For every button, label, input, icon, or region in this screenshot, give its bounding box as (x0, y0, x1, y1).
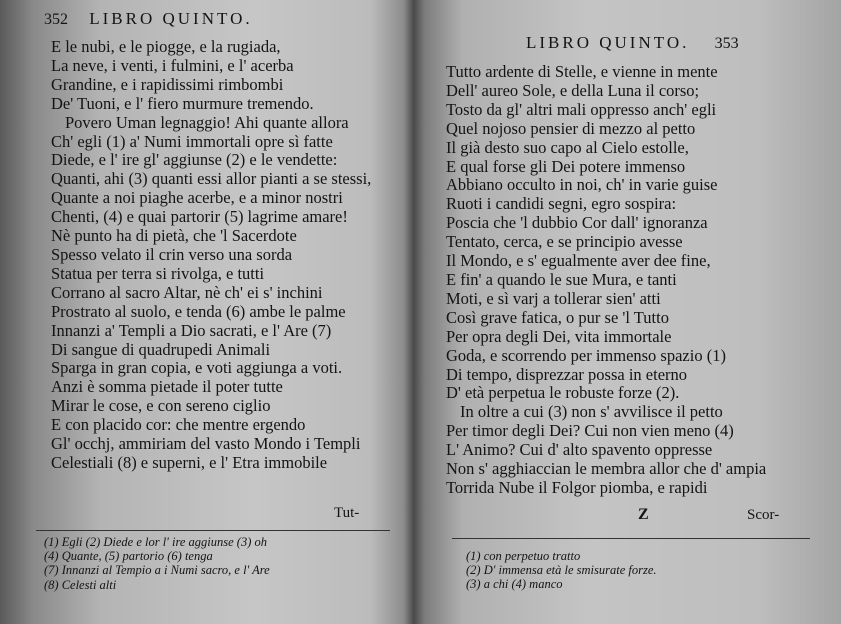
verse-line: Gl' occhj, ammiriam del vasto Mondo i Templi (51, 434, 361, 454)
verse-line: Corrano al sacro Altar, nè ch' ei s' inchini (51, 282, 323, 302)
verse-line: Quanti, ahi (3) quanti essi allor pianti a se stessi, (51, 169, 372, 189)
verse-line: Anzi è somma pietade il poter tutte (51, 377, 283, 397)
verse-line: Moti, e sì varj a tollerar sien' atti (446, 288, 661, 308)
verse-line: Sparga in gran copia, e voti aggiunga a voti. (51, 358, 343, 378)
right-page-number: 353 (714, 35, 739, 52)
verse-line: Per opra degli Dei, vita immortale (446, 326, 672, 346)
verse-line: Ch' egli (1) a' Numi immortali opre sì fatte (51, 131, 333, 151)
verse-line: Tentato, cerca, e se principio avesse (446, 232, 683, 252)
right-page-header (526, 33, 739, 53)
verse-line: D' età perpetua le robuste forze (2). (446, 383, 680, 403)
verse-line: Diede, e l' ire gl' aggiunse (2) e le vendette: (51, 150, 338, 170)
footnote-line: (4) Quante, (5) partorio (6) tenga (44, 549, 213, 564)
verse-line: Spesso velato il crin verso una sorda (51, 244, 293, 264)
verse-line: Per timor degli Dei? Cui non vien meno (4) (446, 421, 734, 441)
verse-line: Non s' agghiaccian le membra allor che d' ampia (446, 459, 767, 479)
verse-line: Di tempo, disprezzar possa in eterno (446, 364, 688, 384)
verse-line: Celestiali (8) e superni, e l' Etra immobile (51, 452, 328, 472)
left-footnotes (44, 535, 394, 592)
verse-line: Poscia che 'l dubbio Cor dall' ignoranza (446, 213, 708, 233)
verse-line: Il già desto suo capo al Cielo estolle, (446, 137, 689, 157)
verse-line: E fin' a quando le sue Mura, e tanti (446, 269, 677, 289)
verse-line: Quel nojoso pensier di mezzo al petto (446, 118, 696, 138)
left-page-header (44, 9, 253, 29)
right-verse-block (446, 63, 831, 498)
right-running-head: LIBRO QUINTO. (526, 33, 690, 52)
verse-line: Tosto da gl' altri mali oppresso anch' egli (446, 99, 717, 119)
footnote-line: (8) Celesti alti (44, 577, 117, 592)
verse-line: Prostrato al suolo, e tenda (6) ambe le palme (51, 301, 346, 321)
verse-line: Grandine, e i rapidissimi rimbombi (51, 74, 284, 94)
signature-mark: Z (638, 506, 649, 523)
verse-line: La neve, i venti, i fulmini, e l' acerba (51, 55, 294, 75)
verse-line: Torrida Nube il Folgor piomba, e rapidi (446, 477, 708, 497)
verse-line: E con placido cor: che mentre ergendo (51, 415, 306, 435)
footnote-line: (1) Egli (2) Diede e lor l' ire aggiunse (3) oh (44, 535, 267, 549)
left-footnote-rule (36, 530, 390, 531)
left-page-number: 352 (44, 11, 68, 28)
verse-line: Chenti, (4) e quai partorir (5) lagrime amare! (51, 207, 348, 227)
left-catchword: Tut- (334, 505, 360, 521)
left-verse-block (51, 38, 403, 473)
verse-line: De' Tuoni, e l' fiero murmure tremendo. (51, 93, 314, 113)
verse-line: In oltre a cui (3) non s' avvilisce il petto (460, 402, 723, 422)
footnote-line: (2) D' immensa età le smisurate forze. (466, 563, 657, 578)
verse-line: Mirar le cose, e con sereno ciglio (51, 396, 271, 416)
right-page (412, 0, 841, 624)
verse-line: Abbiano occulto in noi, ch' in varie guise (446, 175, 718, 195)
verse-line: Nè punto ha di pietà, che 'l Sacerdote (51, 226, 297, 246)
verse-line: Statua per terra si rivolga, e tutti (51, 263, 265, 283)
verse-line: Di sangue di quadrupedi Animali (51, 339, 271, 359)
footnote-line: (7) Innanzi al Tempio a i Numi sacro, e l' Are (44, 563, 270, 578)
verse-line: Tutto ardente di Stelle, e vienne in mente (446, 62, 718, 81)
verse-line: E le nubi, e le piogge, e la rugiada, (51, 37, 281, 56)
verse-line: Il Mondo, e s' egualmente aver dee fine, (446, 251, 711, 271)
left-page (0, 0, 410, 624)
footnote-line: (3) a chi (4) manco (466, 577, 563, 592)
right-catchword: Scor- (747, 507, 780, 523)
left-running-head: LIBRO QUINTO. (89, 9, 253, 28)
right-footnotes (466, 549, 806, 592)
verse-line: Povero Uman legnaggio! Ahi quante allora (65, 112, 349, 132)
verse-line: Innanzi a' Templi a Dio sacrati, e l' Are (7) (51, 320, 332, 340)
verse-line: Quante a noi piaghe acerbe, e a minor nostri (51, 188, 343, 208)
verse-line: L' Animo? Cui d' alto spavento oppresse (446, 440, 713, 460)
verse-line: Così grave fatica, o pur se 'l Tutto (446, 307, 669, 327)
verse-line: Dell' aureo Sole, e della Luna il corso; (446, 80, 700, 100)
footnote-line: (1) con perpetuo tratto (466, 549, 581, 563)
right-footnote-rule (452, 538, 810, 539)
verse-line: Ruoti i candidi segni, egro sospira: (446, 194, 677, 214)
verse-line: E qual forse gli Dei potere immenso (446, 156, 686, 176)
verse-line: Goda, e scorrendo per immenso spazio (1) (446, 345, 726, 365)
